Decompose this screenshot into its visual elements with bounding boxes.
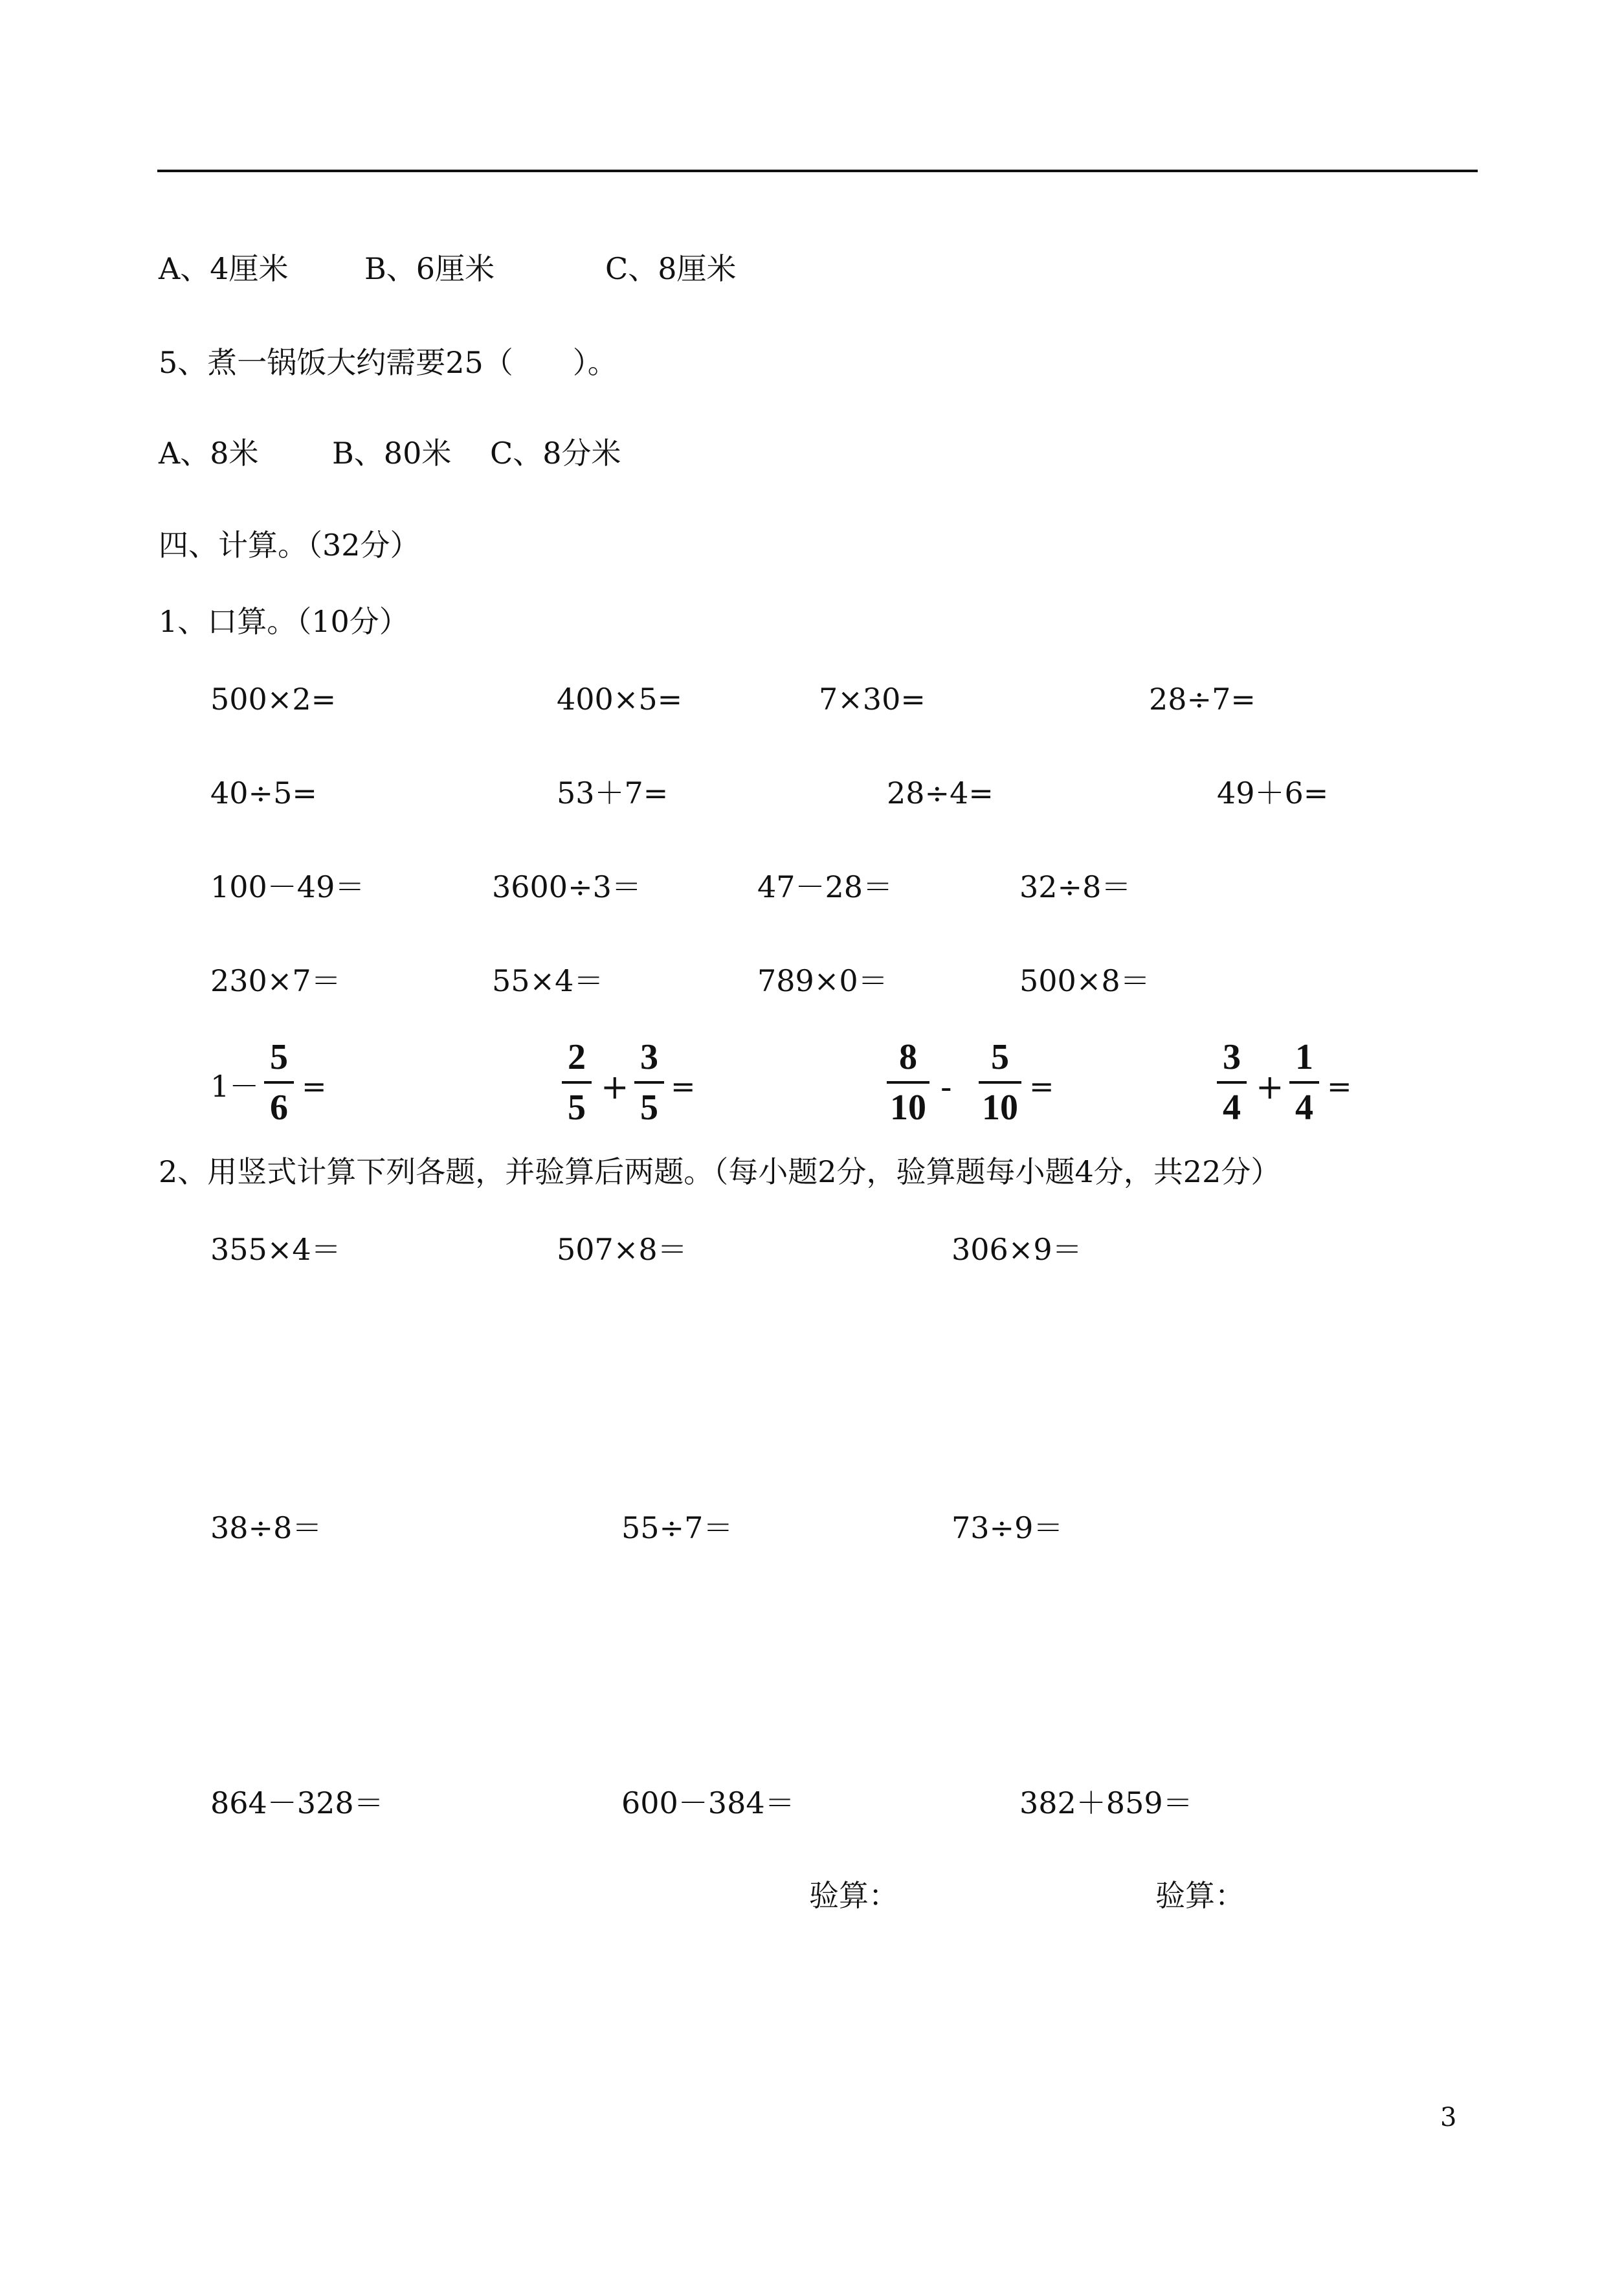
oral-item: 53＋7= xyxy=(557,776,669,811)
oral-item: 28÷7= xyxy=(1149,682,1256,717)
oral-item: 28÷4= xyxy=(887,776,994,811)
equals-sign: = xyxy=(1327,1069,1352,1104)
oral-item: 49＋6= xyxy=(1217,776,1329,811)
q5-option-a: A、8米 xyxy=(159,436,259,471)
fraction-numerator: 5 xyxy=(991,1037,1009,1077)
fraction xyxy=(979,1036,1021,1129)
q4-option-c: C、8厘米 xyxy=(605,251,737,286)
fraction-bar xyxy=(562,1081,592,1084)
fraction-bar xyxy=(887,1081,929,1084)
equals-sign: = xyxy=(671,1069,696,1104)
oral-item: 7×30= xyxy=(819,682,926,717)
section-4-title: 四、计算。（32分） xyxy=(159,528,420,563)
oral-item: 40÷5= xyxy=(210,776,317,811)
operator: + xyxy=(1256,1068,1284,1107)
fraction-denominator: 5 xyxy=(568,1088,586,1128)
fraction-bar xyxy=(979,1081,1021,1084)
check-label: 验算： xyxy=(809,1878,898,1913)
fraction-denominator: 6 xyxy=(270,1088,288,1128)
fraction-bar xyxy=(1217,1081,1247,1084)
q4-option-a: A、4厘米 xyxy=(159,251,289,286)
q5-option-c: C、8分米 xyxy=(490,436,621,471)
fraction-numerator: 8 xyxy=(899,1037,917,1077)
fraction xyxy=(887,1036,929,1129)
page-number: 3 xyxy=(1440,2103,1457,2132)
oral-item: 500×2= xyxy=(210,682,337,717)
q5-option-b: B、80米 xyxy=(332,436,452,471)
oral-item: 500×8＝ xyxy=(1019,963,1150,998)
fraction xyxy=(562,1036,592,1129)
header-rule xyxy=(157,170,1478,172)
equals-sign: = xyxy=(1029,1069,1054,1104)
vertical-item: 507×8＝ xyxy=(557,1232,687,1267)
oral-item: 55×4＝ xyxy=(492,963,604,998)
vertical-item: 382＋859＝ xyxy=(1019,1785,1193,1820)
oral-item: 3600÷3＝ xyxy=(492,869,641,904)
fraction-lead: 1－ xyxy=(210,1069,260,1104)
vertical-item: 38÷8＝ xyxy=(210,1510,322,1545)
fraction-numerator: 3 xyxy=(1223,1037,1241,1077)
fraction xyxy=(1289,1036,1319,1129)
operator: - xyxy=(940,1068,952,1107)
fraction-bar xyxy=(1289,1081,1319,1084)
fraction-numerator: 1 xyxy=(1295,1037,1313,1077)
fraction-numerator: 3 xyxy=(640,1037,658,1077)
fraction xyxy=(1217,1036,1247,1129)
fraction-denominator: 10 xyxy=(982,1088,1018,1128)
oral-item: 47－28＝ xyxy=(757,869,893,904)
operator: + xyxy=(601,1068,629,1107)
q4-option-b: B、6厘米 xyxy=(364,251,495,286)
fraction-numerator: 2 xyxy=(568,1037,586,1077)
fraction-denominator: 5 xyxy=(640,1088,658,1128)
fraction xyxy=(634,1036,664,1129)
fraction-numerator: 5 xyxy=(270,1037,288,1077)
fraction-denominator: 4 xyxy=(1223,1088,1241,1128)
vertical-item: 864－328＝ xyxy=(210,1785,384,1820)
oral-item: 400×5= xyxy=(557,682,683,717)
oral-item: 100－49＝ xyxy=(210,869,365,904)
check-label: 验算： xyxy=(1155,1878,1245,1913)
fraction xyxy=(264,1036,294,1129)
vertical-item: 355×4＝ xyxy=(210,1232,341,1267)
vertical-item: 306×9＝ xyxy=(951,1232,1082,1267)
fraction-bar xyxy=(634,1081,664,1084)
vertical-item: 600－384＝ xyxy=(621,1785,795,1820)
q5-question: 5、煮一锅饭大约需要25（ ）。 xyxy=(159,345,617,380)
fraction-denominator: 4 xyxy=(1295,1088,1313,1128)
fraction-denominator: 10 xyxy=(890,1088,926,1128)
vertical-item: 55÷7＝ xyxy=(621,1510,733,1545)
equals-sign: = xyxy=(302,1069,327,1104)
oral-calc-title: 1、口算。（10分） xyxy=(159,604,409,639)
vertical-item: 73÷9＝ xyxy=(951,1510,1063,1545)
fraction-bar xyxy=(264,1081,294,1084)
oral-item: 789×0＝ xyxy=(757,963,888,998)
oral-item: 32÷8＝ xyxy=(1019,869,1131,904)
vertical-calc-title: 2、用竖式计算下列各题，并验算后两题。（每小题2分，验算题每小题4分，共22分） xyxy=(159,1154,1281,1189)
oral-item: 230×7＝ xyxy=(210,963,341,998)
